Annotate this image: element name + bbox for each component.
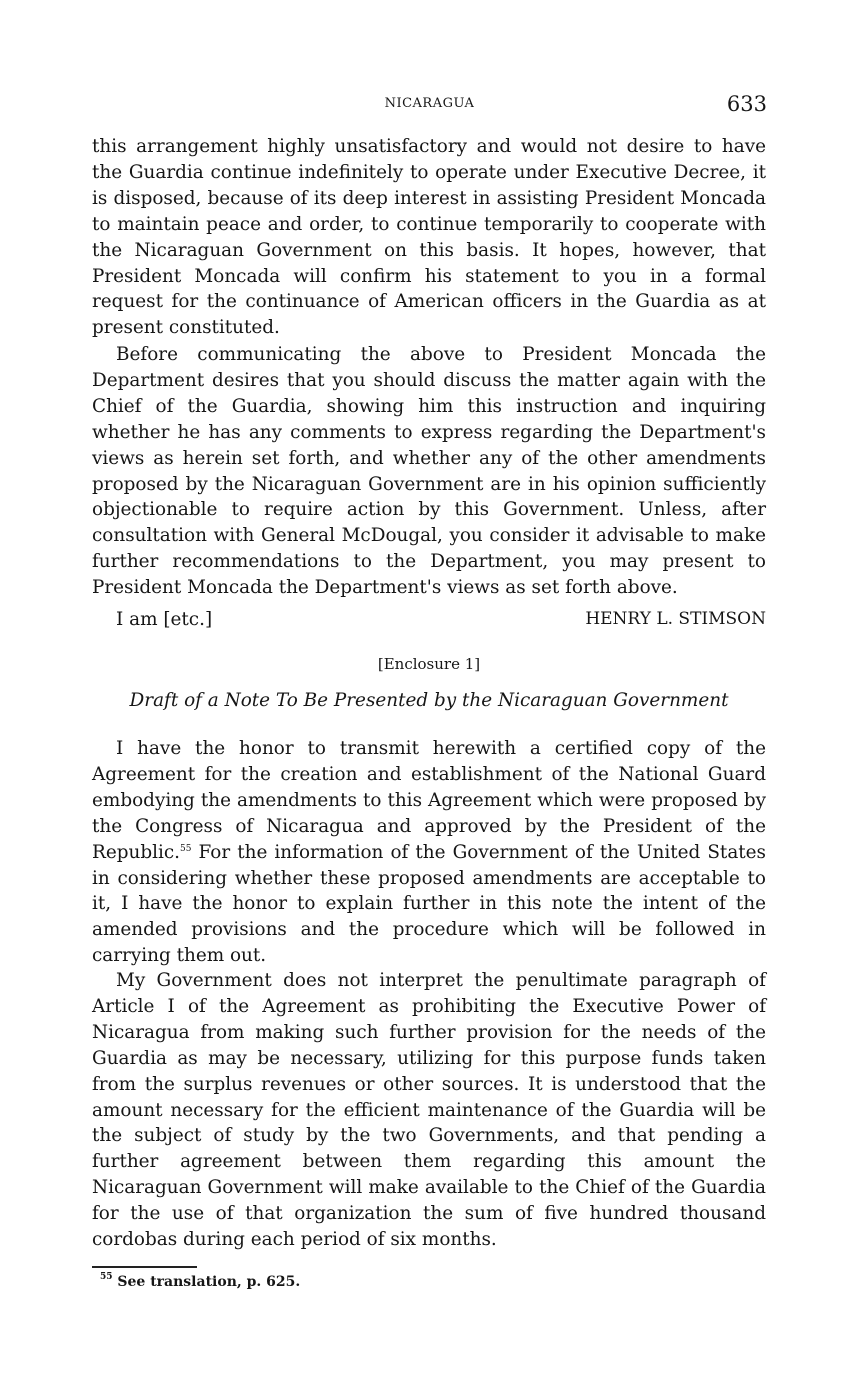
- page-number: 633: [726, 92, 767, 116]
- running-head: [92, 92, 767, 120]
- footnote-marker: 55: [100, 1272, 113, 1282]
- footnote: [100, 1274, 300, 1290]
- closing-line: [116, 607, 766, 633]
- running-title: NICARAGUA: [384, 96, 475, 111]
- signature: HENRY L. STIMSON: [585, 609, 766, 629]
- footnote-reference: 55: [180, 843, 192, 854]
- paragraph-3-part-2: For the information of the Government of the United States in considering whether these proposed amendments are acceptable to it, I have the honor to explain further in this note the intent of the amended provisions and the procedure which will be followed in carrying them out.: [92, 841, 766, 967]
- footnote-divider: [92, 1266, 197, 1268]
- closing-text: I am [etc.]: [116, 609, 213, 630]
- draft-title: Draft of a Note To Be Presented by the Nicaraguan Government: [129, 690, 729, 711]
- paragraph-3-part-1: I have the honor to transmit herewith a certified copy of the Agreement for the creation and establishment of the National Guard embodying the amendments to this Agreement which were proposed by the Congress of Nicaragua and approved by the President of the Republic.: [92, 738, 766, 863]
- paragraph-1: this arrangement highly unsatisfactory and would not desire to have the Guardia continue indefinitely to operate under Executive Decree, it is disposed, because of its deep interest in assisting President Moncada to maintain peace and order, to continue temporarily to cooperate with the Nicaraguan Government on this basis. It hopes, however, that President Moncada will confirm his statement to you in a formal request for the continuance of American officers in the Guardia as at present constituted.: [92, 136, 766, 339]
- paragraph-3: [92, 736, 766, 969]
- footnote-text: See translation, p. 625.: [112, 1274, 301, 1290]
- enclosure-label: [Enclosure 1]: [377, 655, 481, 673]
- paragraph-2: Before communicating the above to President Moncada the Department desires that you should discuss the matter again with the Chief of the Guardia, showing him this instruction and inquiring whether he has any comments to express regarding the Department's views as herein set forth, and whether any of the other amendments proposed by the Nicaraguan Government are in his opinion sufficiently objectionable to require action by this Government. Unless, after consultation with General McDougal, you consider it advisable to make further recommendations to the Department, you may present to President Moncada the Department's views as set forth above.: [92, 344, 766, 599]
- paragraph-4: My Government does not interpret the penultimate paragraph of Article I of the Agreement as prohibiting the Executive Power of Nicaragua from making such further provision for the needs of the Guardia as may be necessary, utilizing for this purpose funds taken from the surplus revenues or other sources. It is understood that the amount necessary for the efficient maintenance of the Guardia will be the subject of study by the two Governments, and that pending a further agreement between them regarding this amount the Nicaraguan Government will make available to the Chief of the Guardia for the use of that organization the sum of five hundred thousand cordobas during each period of six months.: [92, 970, 766, 1251]
